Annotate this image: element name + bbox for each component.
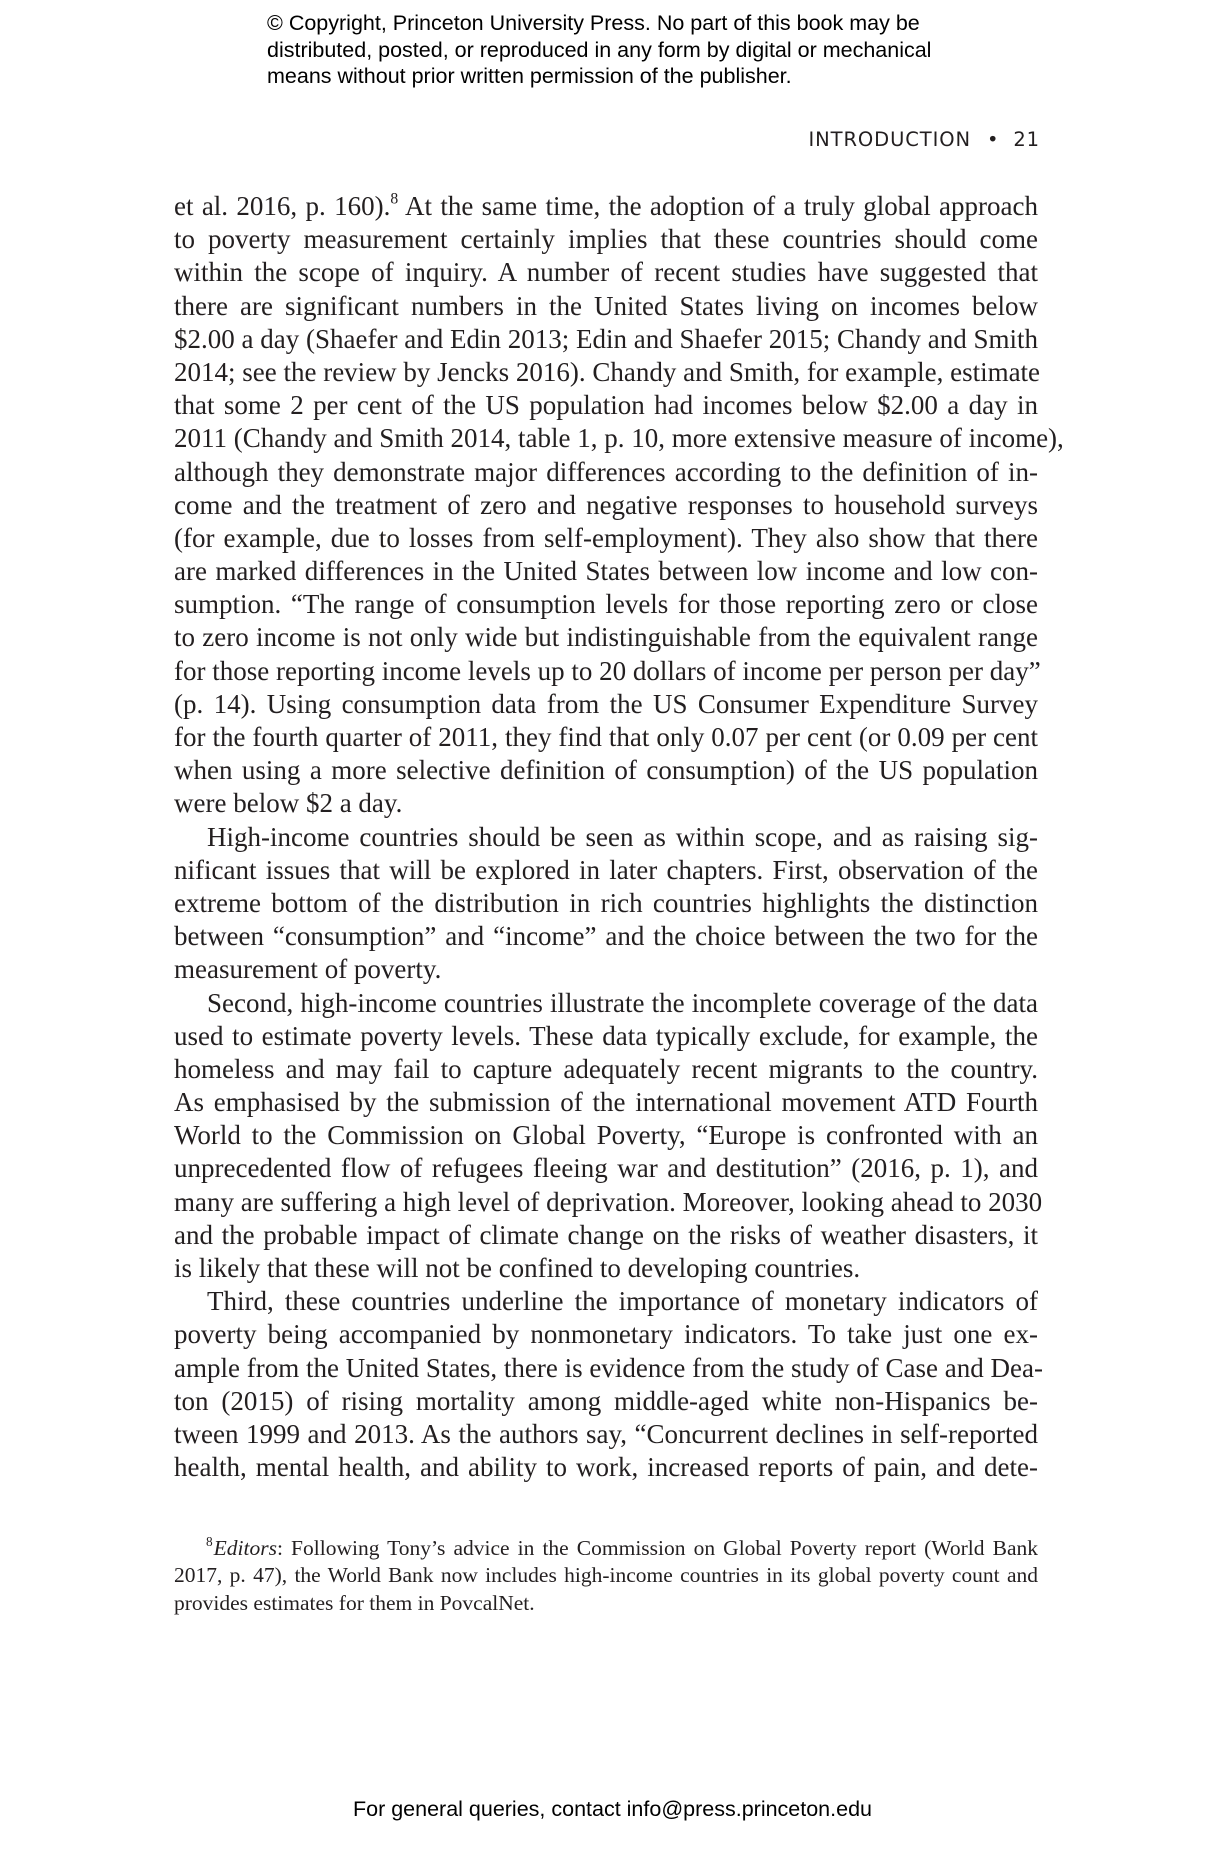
footnote-line bbox=[174, 1535, 1038, 1562]
text-line: there are significant numbers in the United States living on incomes below bbox=[174, 290, 1038, 321]
footnote-reference: 8 bbox=[390, 190, 399, 208]
text-line: World to the Commission on Global Poverty, “Europe is confronted with an bbox=[174, 1120, 1038, 1151]
text-line: and the probable impact of climate change on the risks of weather disasters, it bbox=[174, 1219, 1038, 1250]
text-line: many are suffering a high level of deprivation. Moreover, looking ahead to 2030 bbox=[174, 1186, 1043, 1217]
text-line: ample from the United States, there is evidence from the study of Case and Dea- bbox=[174, 1352, 1043, 1383]
text-line: that some 2 per cent of the US population had incomes below $2.00 a day in bbox=[174, 390, 1038, 421]
text-line: unprecedented flow of refugees fleeing war and destitution” (2016, p. 1), and bbox=[174, 1153, 1038, 1184]
text-run: : Following Tony’s advice in the Commission on Global Poverty report (World Bank bbox=[277, 1536, 1038, 1560]
text-line: tween 1999 and 2013. As the authors say, “Concurrent declines in self-reported bbox=[174, 1418, 1038, 1449]
running-head bbox=[809, 128, 1040, 151]
footnote-line: provides estimates for them in PovcalNet. bbox=[174, 1590, 535, 1615]
paragraph bbox=[174, 987, 1043, 1286]
paragraph bbox=[174, 1285, 1043, 1484]
paragraph bbox=[174, 821, 1038, 987]
footnote-number: 8 bbox=[206, 1534, 213, 1550]
text-line: is likely that these will not be confined to developing countries. bbox=[174, 1253, 861, 1283]
text-run: At the same time, the adoption of a truly global approach bbox=[398, 191, 1038, 221]
text-line: are marked differences in the United States between low income and low con- bbox=[174, 556, 1038, 587]
text-line: for the fourth quarter of 2011, they find that only 0.07 per cent (or 0.09 per cent bbox=[174, 722, 1038, 752]
text-line: sumption. “The range of consumption levels for those reporting zero or close bbox=[174, 589, 1038, 620]
copyright-line: distributed, posted, or reproduced in any form by digital or mechanical bbox=[267, 37, 932, 62]
copyright-line: means without prior written permission of the publisher. bbox=[267, 64, 792, 88]
text-line: come and the treatment of zero and negative responses to household surveys bbox=[174, 489, 1038, 520]
text-line bbox=[174, 190, 1038, 223]
footnote-line: 2017, p. 47), the World Bank now includes high-income countries in its global poverty count and bbox=[174, 1563, 1038, 1588]
text-line: extreme bottom of the distribution in rich countries highlights the distinction bbox=[174, 887, 1038, 918]
text-line: (p. 14). Using consumption data from the US Consumer Expenditure Survey bbox=[174, 688, 1038, 719]
section-title: INTRODUCTION bbox=[808, 128, 971, 151]
text-line: for those reporting income levels up to 20 dollars of income per person per day” bbox=[174, 655, 1041, 686]
text-line: Third, these countries underline the importance of monetary indicators of bbox=[207, 1286, 1038, 1317]
text-run: et al. 2016, p. 160). bbox=[174, 191, 391, 221]
text-line: High-income countries should be seen as within scope, and as raising sig- bbox=[207, 821, 1038, 852]
text-line: nificant issues that will be explored in later chapters. First, observation of the bbox=[174, 854, 1038, 885]
body-text bbox=[174, 190, 1064, 1484]
footnote-label: Editors bbox=[213, 1536, 277, 1560]
text-line: health, mental health, and ability to work, increased reports of pain, and dete- bbox=[174, 1452, 1038, 1483]
text-line: Second, high-income countries illustrate the incomplete coverage of the data bbox=[207, 987, 1038, 1018]
separator-bullet: • bbox=[986, 128, 1000, 151]
footnote bbox=[174, 1535, 1038, 1617]
text-line: poverty being accompanied by nonmonetary indicators. To take just one ex- bbox=[174, 1319, 1038, 1350]
text-line: used to estimate poverty levels. These data typically exclude, for example, the bbox=[174, 1020, 1038, 1051]
copyright-notice bbox=[267, 10, 1027, 90]
text-line: to poverty measurement certainly implies that these countries should come bbox=[174, 224, 1038, 255]
text-line: although they demonstrate major differences according to the definition of in- bbox=[174, 456, 1038, 487]
text-line: homeless and may fail to capture adequately recent migrants to the country. bbox=[174, 1053, 1038, 1084]
text-line: were below $2 a day. bbox=[174, 788, 403, 819]
text-line: 2011 (Chandy and Smith 2014, table 1, p. 10, more extensive measure of income), bbox=[174, 423, 1064, 454]
text-line: ton (2015) of rising mortality among middle-aged white non-Hispanics be- bbox=[174, 1385, 1038, 1416]
text-line: between “consumption” and “income” and the choice between the two for the bbox=[174, 921, 1038, 952]
copyright-line: © Copyright, Princeton University Press. No part of this book may be bbox=[267, 11, 920, 35]
text-line: $2.00 a day (Shaefer and Edin 2013; Edin and Shaefer 2015; Chandy and Smith bbox=[174, 323, 1038, 354]
paragraph bbox=[174, 190, 1064, 821]
text-line: to zero income is not only wide but indistinguishable from the equivalent range bbox=[174, 622, 1038, 653]
footer-contact: For general queries, contact info@press.princeton.edu bbox=[352, 1797, 872, 1821]
text-line: As emphasised by the submission of the international movement ATD Fourth bbox=[174, 1087, 1038, 1118]
text-line: when using a more selective definition of consumption) of the US population bbox=[174, 755, 1038, 786]
text-line: measurement of poverty. bbox=[174, 954, 442, 985]
text-line: 2014; see the review by Jencks 2016). Chandy and Smith, for example, estimate bbox=[174, 356, 1041, 387]
page-number: 21 bbox=[1013, 128, 1040, 151]
text-line: within the scope of inquiry. A number of recent studies have suggested that bbox=[174, 257, 1038, 288]
text-line: (for example, due to losses from self-employment). They also show that there bbox=[174, 522, 1038, 553]
